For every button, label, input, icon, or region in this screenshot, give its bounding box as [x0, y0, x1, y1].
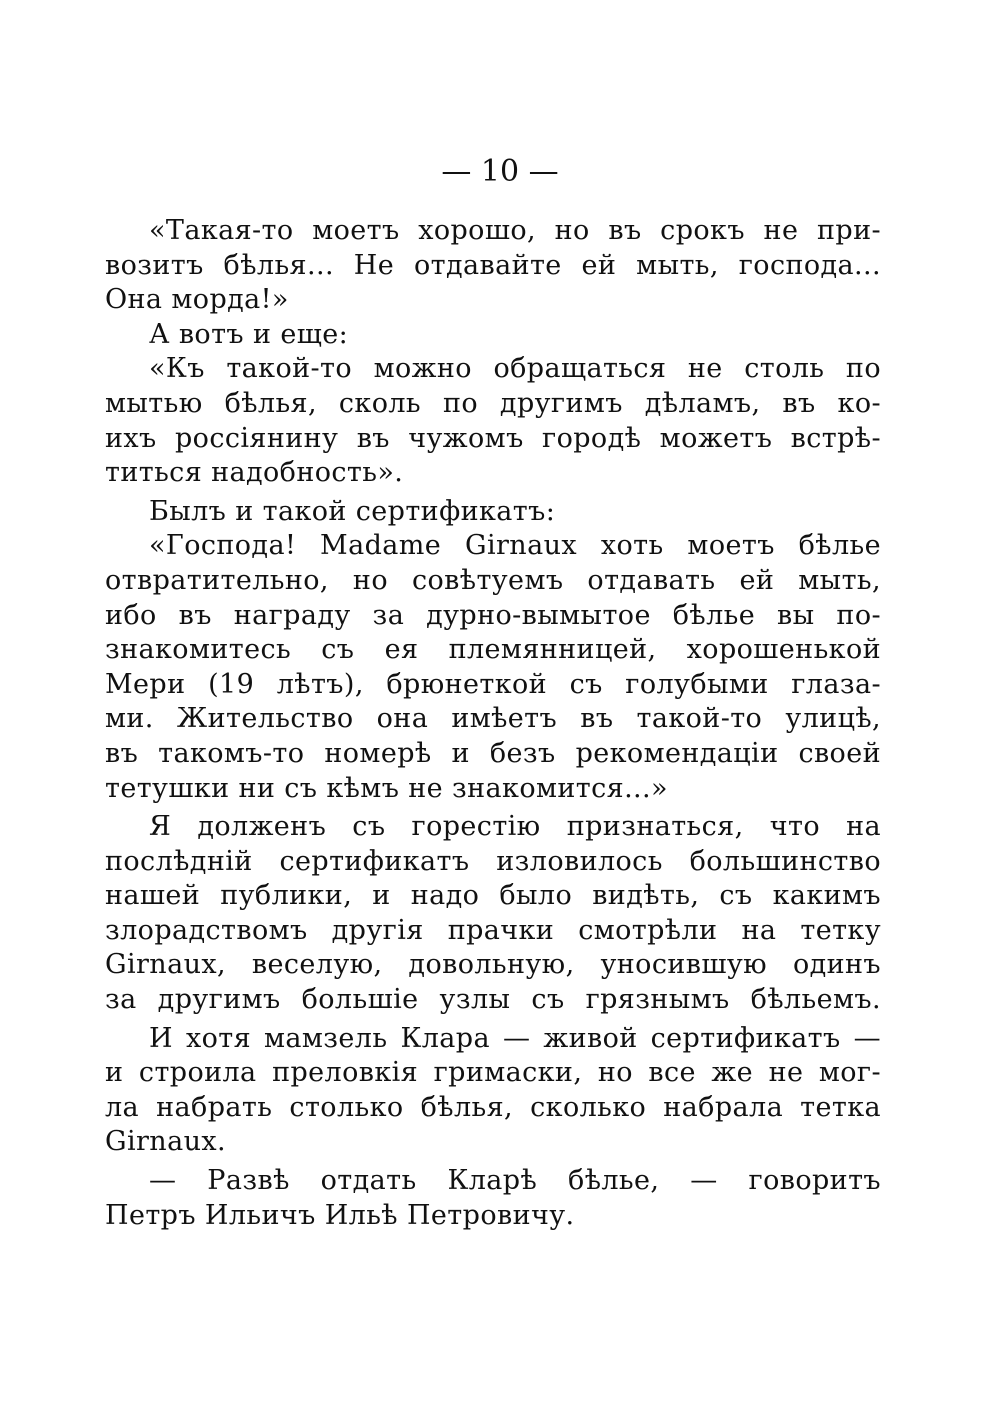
text-line: титься надобность». — [105, 457, 404, 489]
text-line: Она морда!» — [105, 284, 289, 316]
text-line: и строила преловкія гримаски, но все же не мог- — [105, 1057, 881, 1089]
text-line: «Такая-то моетъ хорошо, но въ срокъ не при- — [149, 215, 881, 246]
text-line: И хотя мамзель Клара — живой сертификатъ — — [149, 1022, 881, 1054]
text-line: ибо въ награду за дурно-вымытое бѣлье вы по- — [105, 599, 881, 631]
text-line: мытью бѣлья, сколь по другимъ дѣламъ, въ ко- — [105, 387, 881, 419]
text-line: А вотъ и еще: — [149, 318, 349, 350]
text-line: возитъ бѣлья... Не отдавайте ей мыть, господа... — [105, 249, 881, 281]
text-line: нашей публики, и надо было видѣть, съ какимъ — [105, 880, 881, 912]
text-line: въ такомъ-то номерѣ и безъ рекомендаціи своей — [105, 737, 881, 769]
text-line: за другимъ большіе узлы съ грязнымъ бѣльемъ. — [105, 984, 881, 1016]
page-number: — 10 — — [441, 154, 559, 189]
text-line: ми. Жительство она имѣетъ въ такой-то улицѣ, — [105, 703, 881, 735]
text-line: Я долженъ съ горестію признаться, что на — [149, 811, 881, 843]
text-line: Girnaux, веселую, довольную, уносившую одинъ — [105, 949, 881, 981]
text-line: послѣдній сертификатъ изловилось большинство — [105, 845, 881, 877]
text-line: Былъ и такой сертификатъ: — [149, 495, 556, 527]
text-line: Петръ Ильичъ Ильѣ Петровичу. — [105, 1199, 575, 1231]
text-line: «Къ такой-то можно обращаться не столь по — [149, 353, 881, 385]
text-line: тетушки ни съ кѣмъ не знакомится...» — [105, 772, 668, 804]
text-line: отвратительно, но совѣтуемъ отдавать ей мыть, — [105, 564, 881, 596]
text-line: Мери (19 лѣтъ), брюнеткой съ голубыми глаза- — [105, 668, 881, 700]
text-line: злорадствомъ другія прачки смотрѣли на тетку — [105, 914, 881, 946]
text-line: — Развѣ отдать Кларѣ бѣлье, — говоритъ — [149, 1165, 881, 1197]
text-line: знакомитесь съ ея племянницей, хорошенькой — [105, 634, 881, 666]
text-line: Girnaux. — [105, 1126, 226, 1158]
text-line: ла набрать столько бѣлья, сколько набрала тетка — [105, 1091, 881, 1123]
body-text — [105, 214, 881, 1233]
text-line: ихъ россіянину въ чужомъ городѣ можетъ встрѣ- — [105, 422, 881, 454]
text-line: «Господа! Madame Girnaux хоть моетъ бѣлье — [149, 530, 881, 562]
